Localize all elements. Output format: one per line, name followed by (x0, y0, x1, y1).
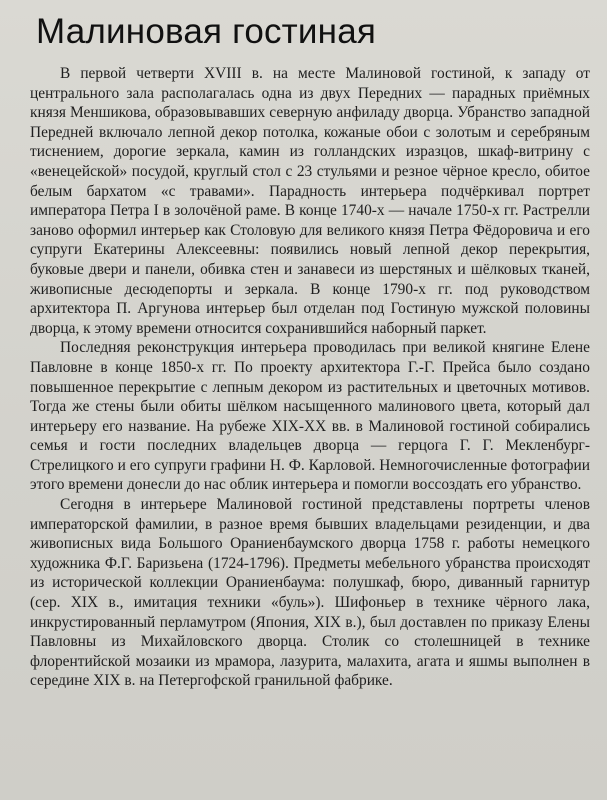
paragraph-reconstruction: Последняя реконструкция интерьера проводилась при великой княгине Елене Павловне в конце 1850-х гг. По проекту архитектора Г.-Г. Прейса было создано повышенное перекрытие с лепным декором из растительных и цветочных мотивов. Тогда же стены были обиты шёлком насыщенного малинового цвета, который дал интерьеру его название. На рубеже XIX-XX вв. в Малиновой гостиной собирались семья и гости последних владельцев дворца — герцога Г. Г. Мекленбург-Стрелицкого и его супруги графини Н. Ф. Карловой. Немногочисленные фотографии этого времени донесли до нас облик интерьера и помогли воссоздать его убранство. (30, 339, 590, 494)
body-text (30, 64, 590, 691)
paragraph-present-day: Сегодня в интерьере Малиновой гостиной представлены портреты членов императорской фамилии, в разное время бывших владельцами резиденции, и два живописных вида Большого Ораниенбаумского дворца 1758 г. работы немецкого художника Ф.Г. Баризьена (1724-1796). Предметы мебельного убранства происходят из исторической коллекции Ораниенбаума: полушкаф, бюро, диванный гарнитур (сер. XIX в., имитация техники «буль»). Шифоньер в технике чёрного лака, инкрустированный перламутром (Япония, XIX в.), был доставлен по приказу Елены Павловны из Михайловского дворца. Столик со столешницей в технике флорентийской мозаики из мрамора, лазурита, малахита, агата и яшмы выполнен в середине XIX в. на Петергофской гранильной фабрике. (30, 496, 590, 690)
paragraph-history: В первой четверти XVIII в. на месте Малиновой гостиной, к западу от центрального зала располагалась одна из двух Передних — парадных приёмных князя Меншикова, образовывавших северную анфиладу дворца. Убранство западной Передней включало лепной декор потолка, кожаные обои с золотым и серебряным тиснением, дорогие зеркала, камин из голландских изразцов, шкаф-витрину с «венецейской» посудой, круглый стол с 23 стульями и резное чёрное кресло, обитое белым бархатом «с травами». Парадность интерьера подчёркивал портрет императора Петра I в золочёной раме. В конце 1740-х — начале 1750-х гг. Растрелли заново оформил интерьер как Столовую для великого князя Петра Фёдоровича и его супруги Екатерины Алексеевны: появились новый лепной декор перекрытия, буковые двери и панели, обивка стен и занавеси из шерстяных и шёлковых тканей, живописные десюдепорты и зеркала. В конце 1790-х гг. под руководством архитектора П. Аргунова интерьер был отделан под Гостиную мужской половины дворца, к этому времени относится сохранившийся наборный паркет. (30, 65, 590, 337)
page-title: Малиновая гостиная (36, 12, 377, 51)
